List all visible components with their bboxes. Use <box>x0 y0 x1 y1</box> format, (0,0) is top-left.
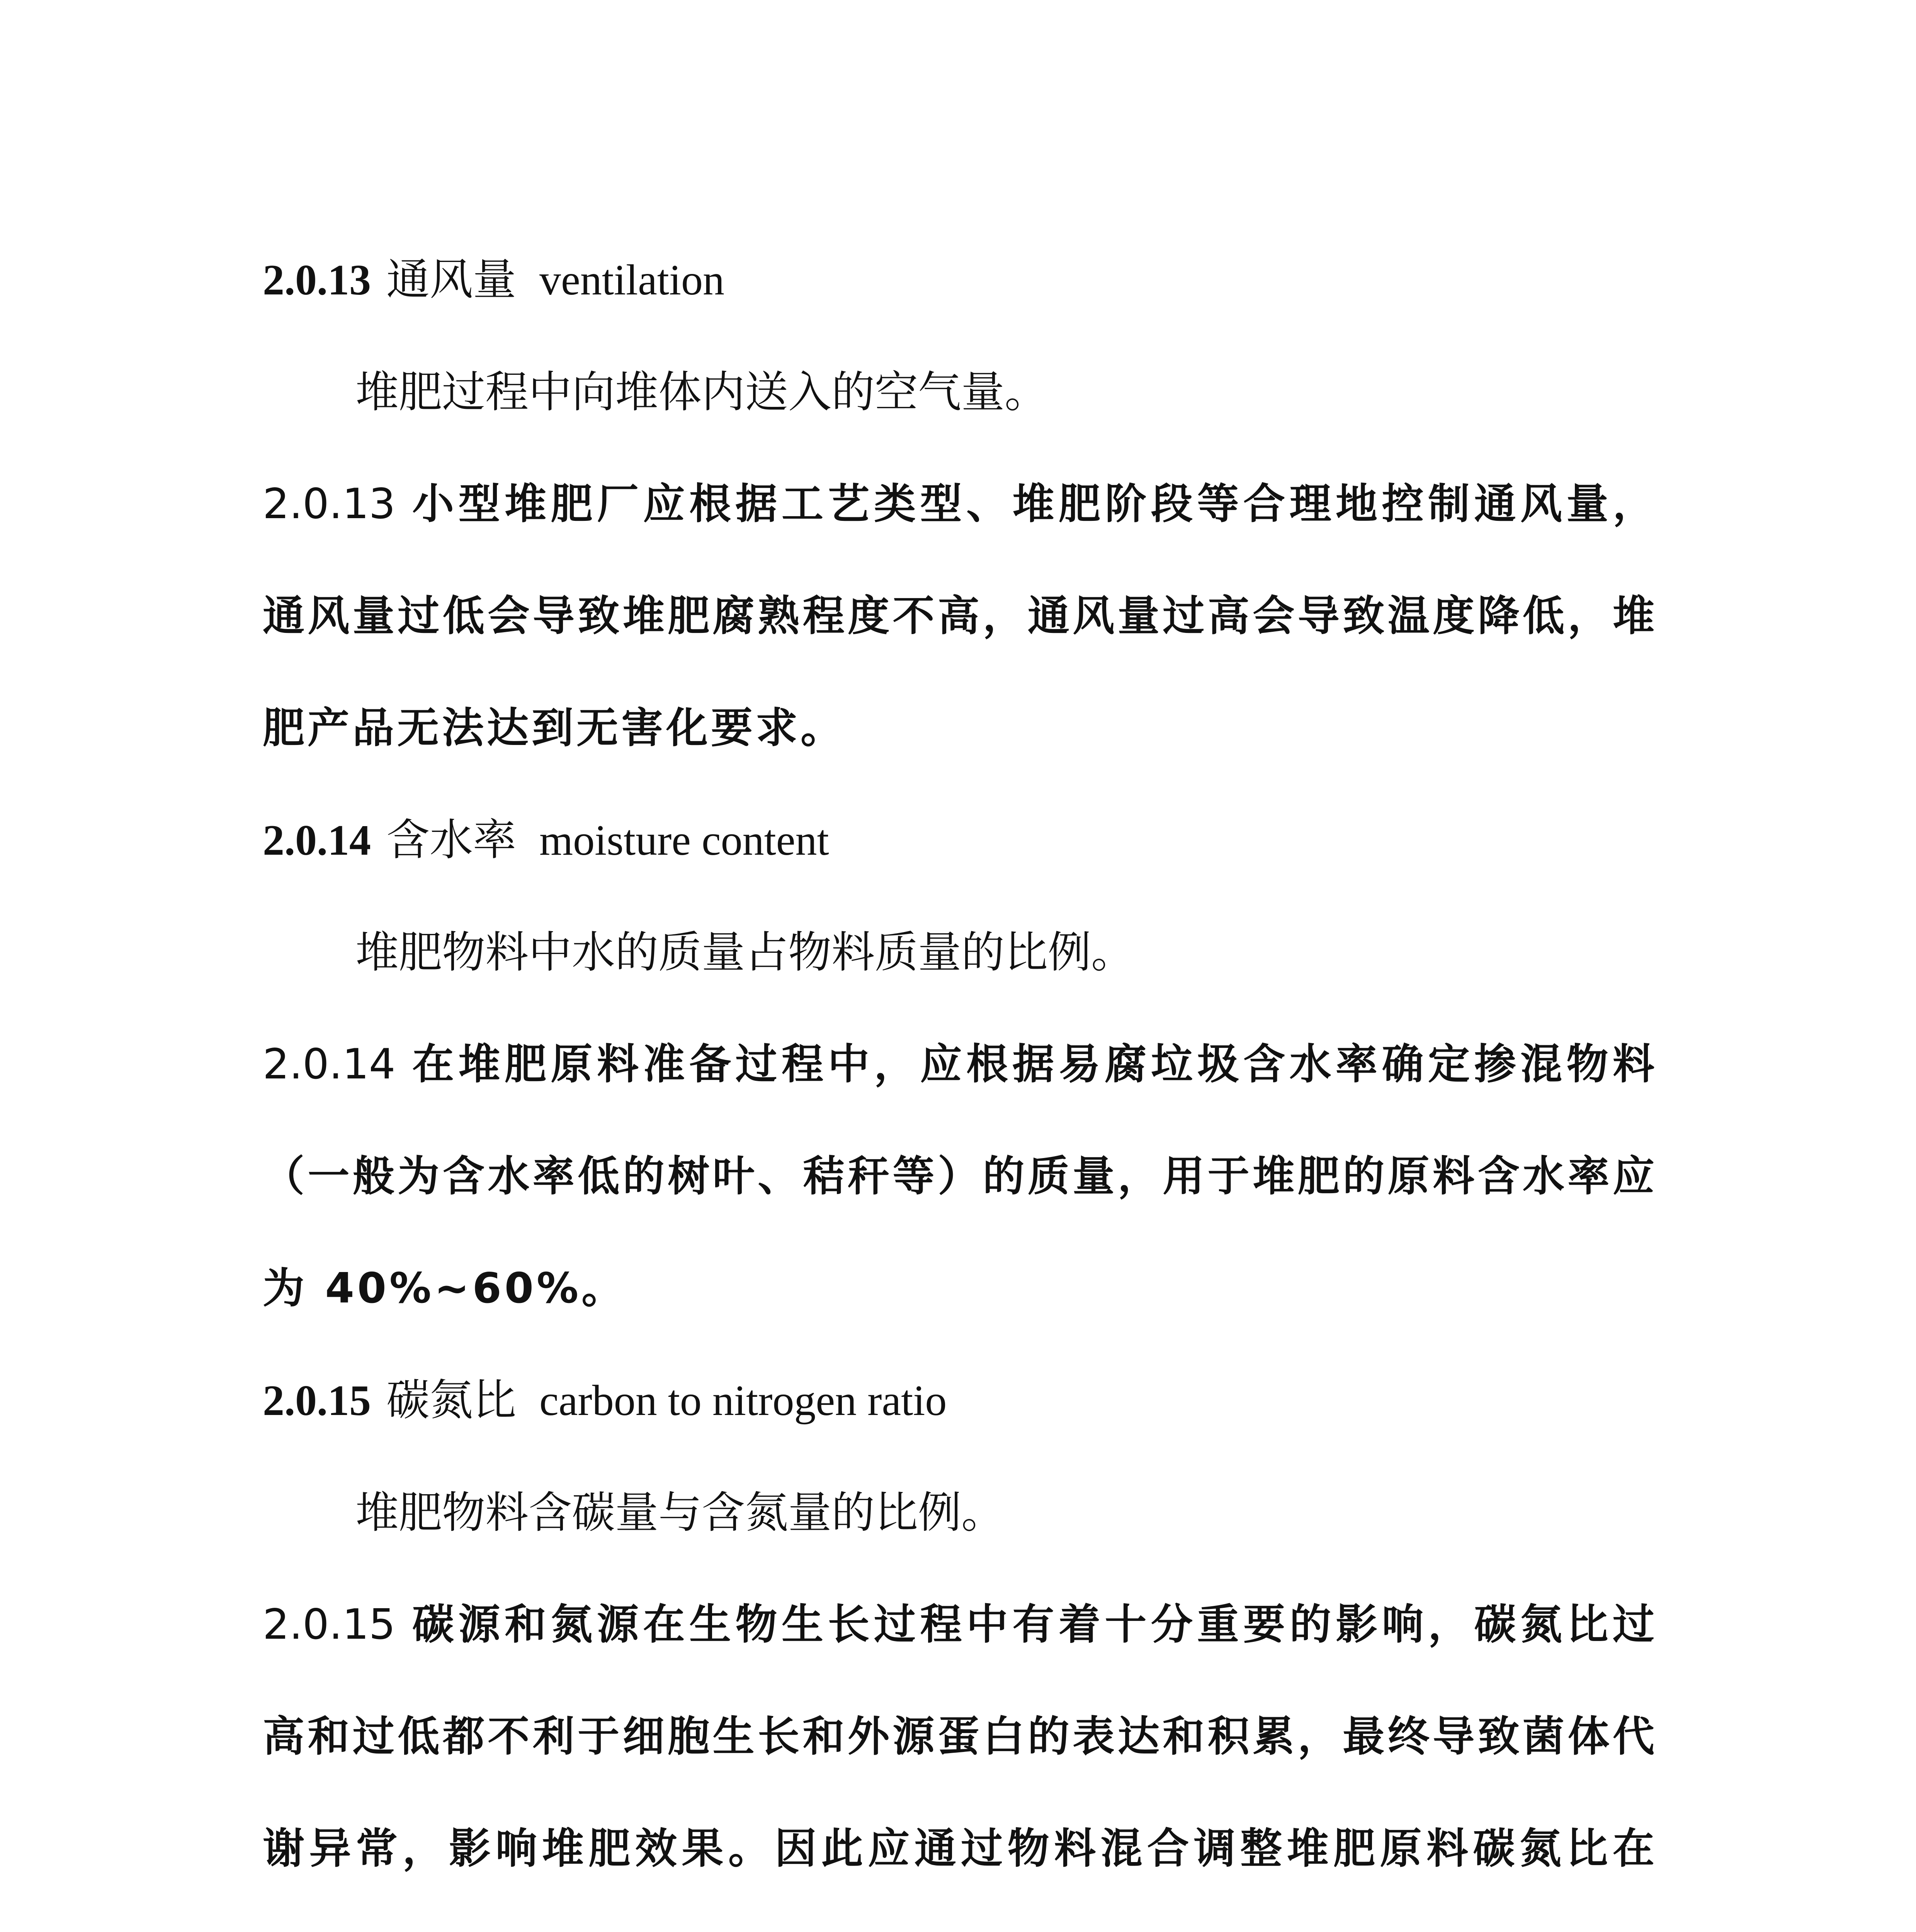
explanation-text: 在堆肥原料准备过程中，应根据易腐垃圾含水率确定掺混物料（一般为含水率低的树叶、秸秆等）的质量，用于堆肥的原料含水率应为 40%~60%。 <box>263 1040 1658 1313</box>
term-number: 2.0.14 <box>263 816 371 864</box>
term-chinese: 碳氮比 <box>386 1377 516 1425</box>
explanation-number: 2.0.15 <box>263 1600 396 1649</box>
term-english: ventilation <box>539 256 725 304</box>
term-english: moisture content <box>539 816 829 864</box>
term-explanation <box>263 1569 1658 1932</box>
explanation-number: 2.0.13 <box>263 480 396 528</box>
term-explanation <box>263 1009 1658 1345</box>
term-heading <box>263 224 1658 336</box>
term-definition: 堆肥物料含碳量与含氮量的比例。 <box>355 1488 1005 1538</box>
term-definition: 堆肥过程中向堆体内送入的空气量。 <box>355 367 1048 417</box>
explanation-number: 2.0.14 <box>263 1040 396 1088</box>
term-heading <box>263 784 1658 896</box>
term-english: carbon to nitrogen ratio <box>539 1377 947 1425</box>
explanation-text: 小型堆肥厂应根据工艺类型、堆肥阶段等合理地控制通风量，通风量过低会导致堆肥腐熟程度不高，通风量过高会导致温度降低，堆肥产品无法达到无害化要求。 <box>263 480 1658 752</box>
term-number: 2.0.15 <box>263 1377 371 1425</box>
page-content <box>263 224 1658 1932</box>
explanation-text: 碳源和氮源在生物生长过程中有着十分重要的影响，碳氮比过高和过低都不利于细胞生长和外源蛋白的表达和积累，最终导致菌体代谢异常，影响堆肥效果。因此应通过物料混合调整堆肥原料碳氮比在 <box>263 1600 1658 1873</box>
term-chinese: 含水率 <box>386 816 516 864</box>
term-heading <box>263 1345 1658 1457</box>
term-explanation <box>263 448 1658 784</box>
term-chinese: 通风量 <box>386 256 516 304</box>
term-definition: 堆肥物料中水的质量占物料质量的比例。 <box>355 927 1134 978</box>
term-number: 2.0.13 <box>263 256 371 304</box>
